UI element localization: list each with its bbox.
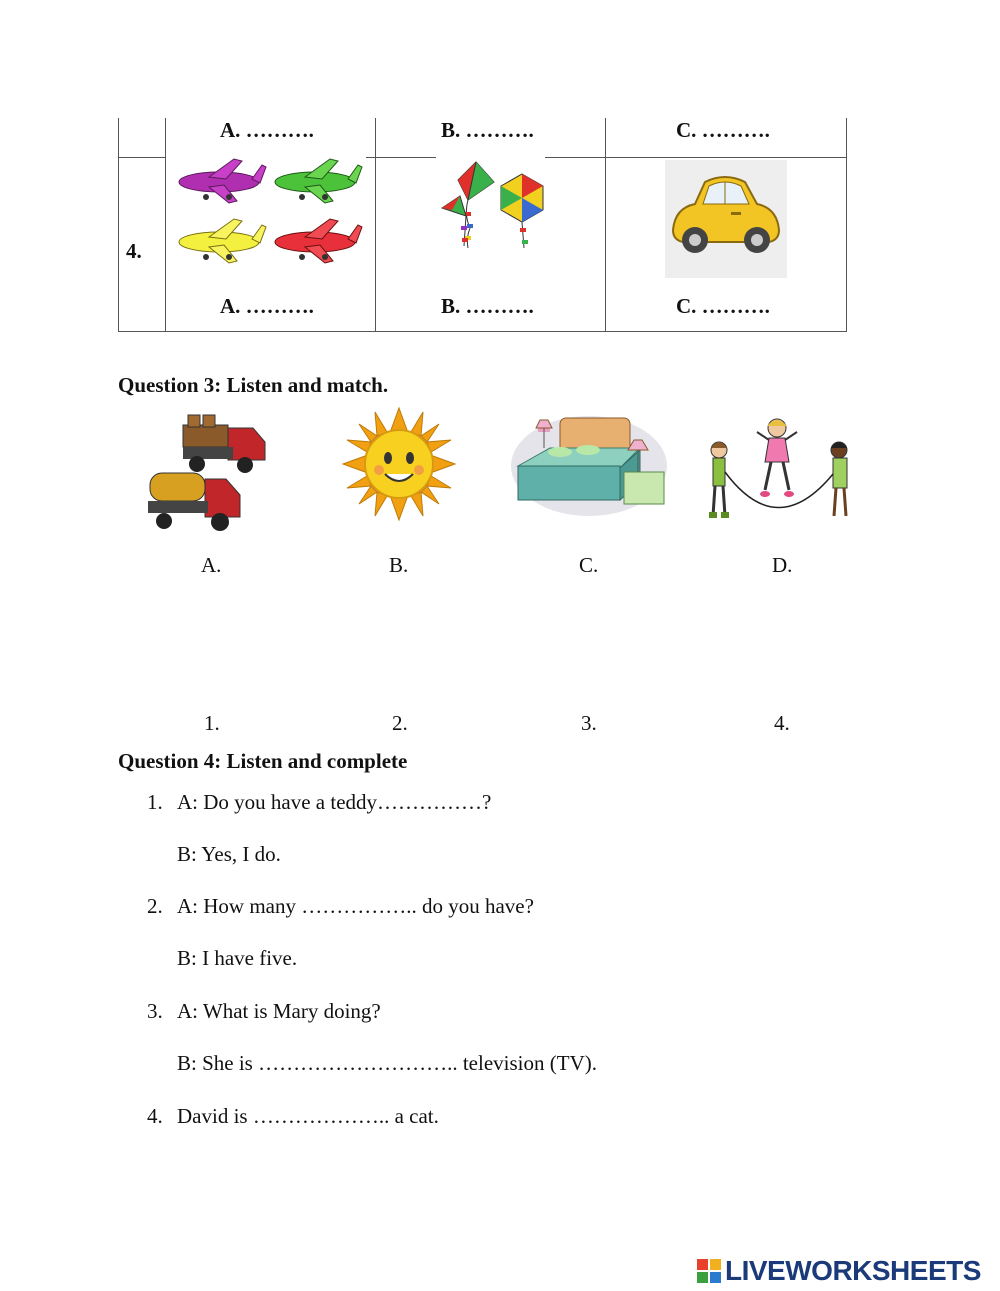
- option-a-top: A. ……….: [220, 118, 314, 142]
- question-4-title: Question 4: Listen and complete: [118, 749, 408, 773]
- letter-d: D.: [772, 553, 793, 577]
- item-3-answer: B: She is ……………………….. television (TV).: [177, 1051, 597, 1075]
- option-b-top: B. ……….: [441, 118, 534, 142]
- kites-image: [438, 160, 548, 250]
- option-a-bottom: A. ……….: [220, 294, 314, 318]
- logo-text: LIVEWORKSHEETS: [725, 1255, 981, 1286]
- number-1: 1.: [204, 711, 220, 735]
- item-3-question: A: What is Mary doing?: [177, 999, 381, 1023]
- airplanes-image: [172, 155, 367, 275]
- item-4-number: 4.: [147, 1104, 163, 1128]
- item-2-number: 2.: [147, 894, 163, 918]
- bed-image: [510, 410, 668, 520]
- letter-c: C.: [579, 553, 599, 577]
- option-c-top: C. ……….: [676, 118, 770, 142]
- item-2-question: A: How many …………….. do you have?: [177, 894, 534, 918]
- logo-icon: [697, 1259, 721, 1283]
- trucks-image: [148, 410, 278, 540]
- option-c-bottom: C. ……….: [676, 294, 770, 318]
- liveworksheets-logo: [697, 1255, 981, 1287]
- item-1-answer: B: Yes, I do.: [177, 842, 281, 866]
- car-image: [665, 160, 787, 278]
- item-4-sentence: David is ……………….. a cat.: [177, 1104, 439, 1128]
- item-1-number: 1.: [147, 790, 163, 814]
- number-2: 2.: [392, 711, 408, 735]
- item-2-answer: B: I have five.: [177, 946, 298, 970]
- sun-image: [343, 408, 455, 520]
- item-1-question: A: Do you have a teddy……………?: [177, 790, 492, 814]
- letter-a: A.: [201, 553, 222, 577]
- number-3: 3.: [581, 711, 597, 735]
- row-number: 4.: [126, 239, 142, 263]
- option-b-bottom: B. ……….: [441, 294, 534, 318]
- item-3-number: 3.: [147, 999, 163, 1023]
- skipping-rope-image: [703, 412, 859, 530]
- letter-b: B.: [389, 553, 409, 577]
- question-3-title: Question 3: Listen and match.: [118, 373, 389, 397]
- number-4: 4.: [774, 711, 790, 735]
